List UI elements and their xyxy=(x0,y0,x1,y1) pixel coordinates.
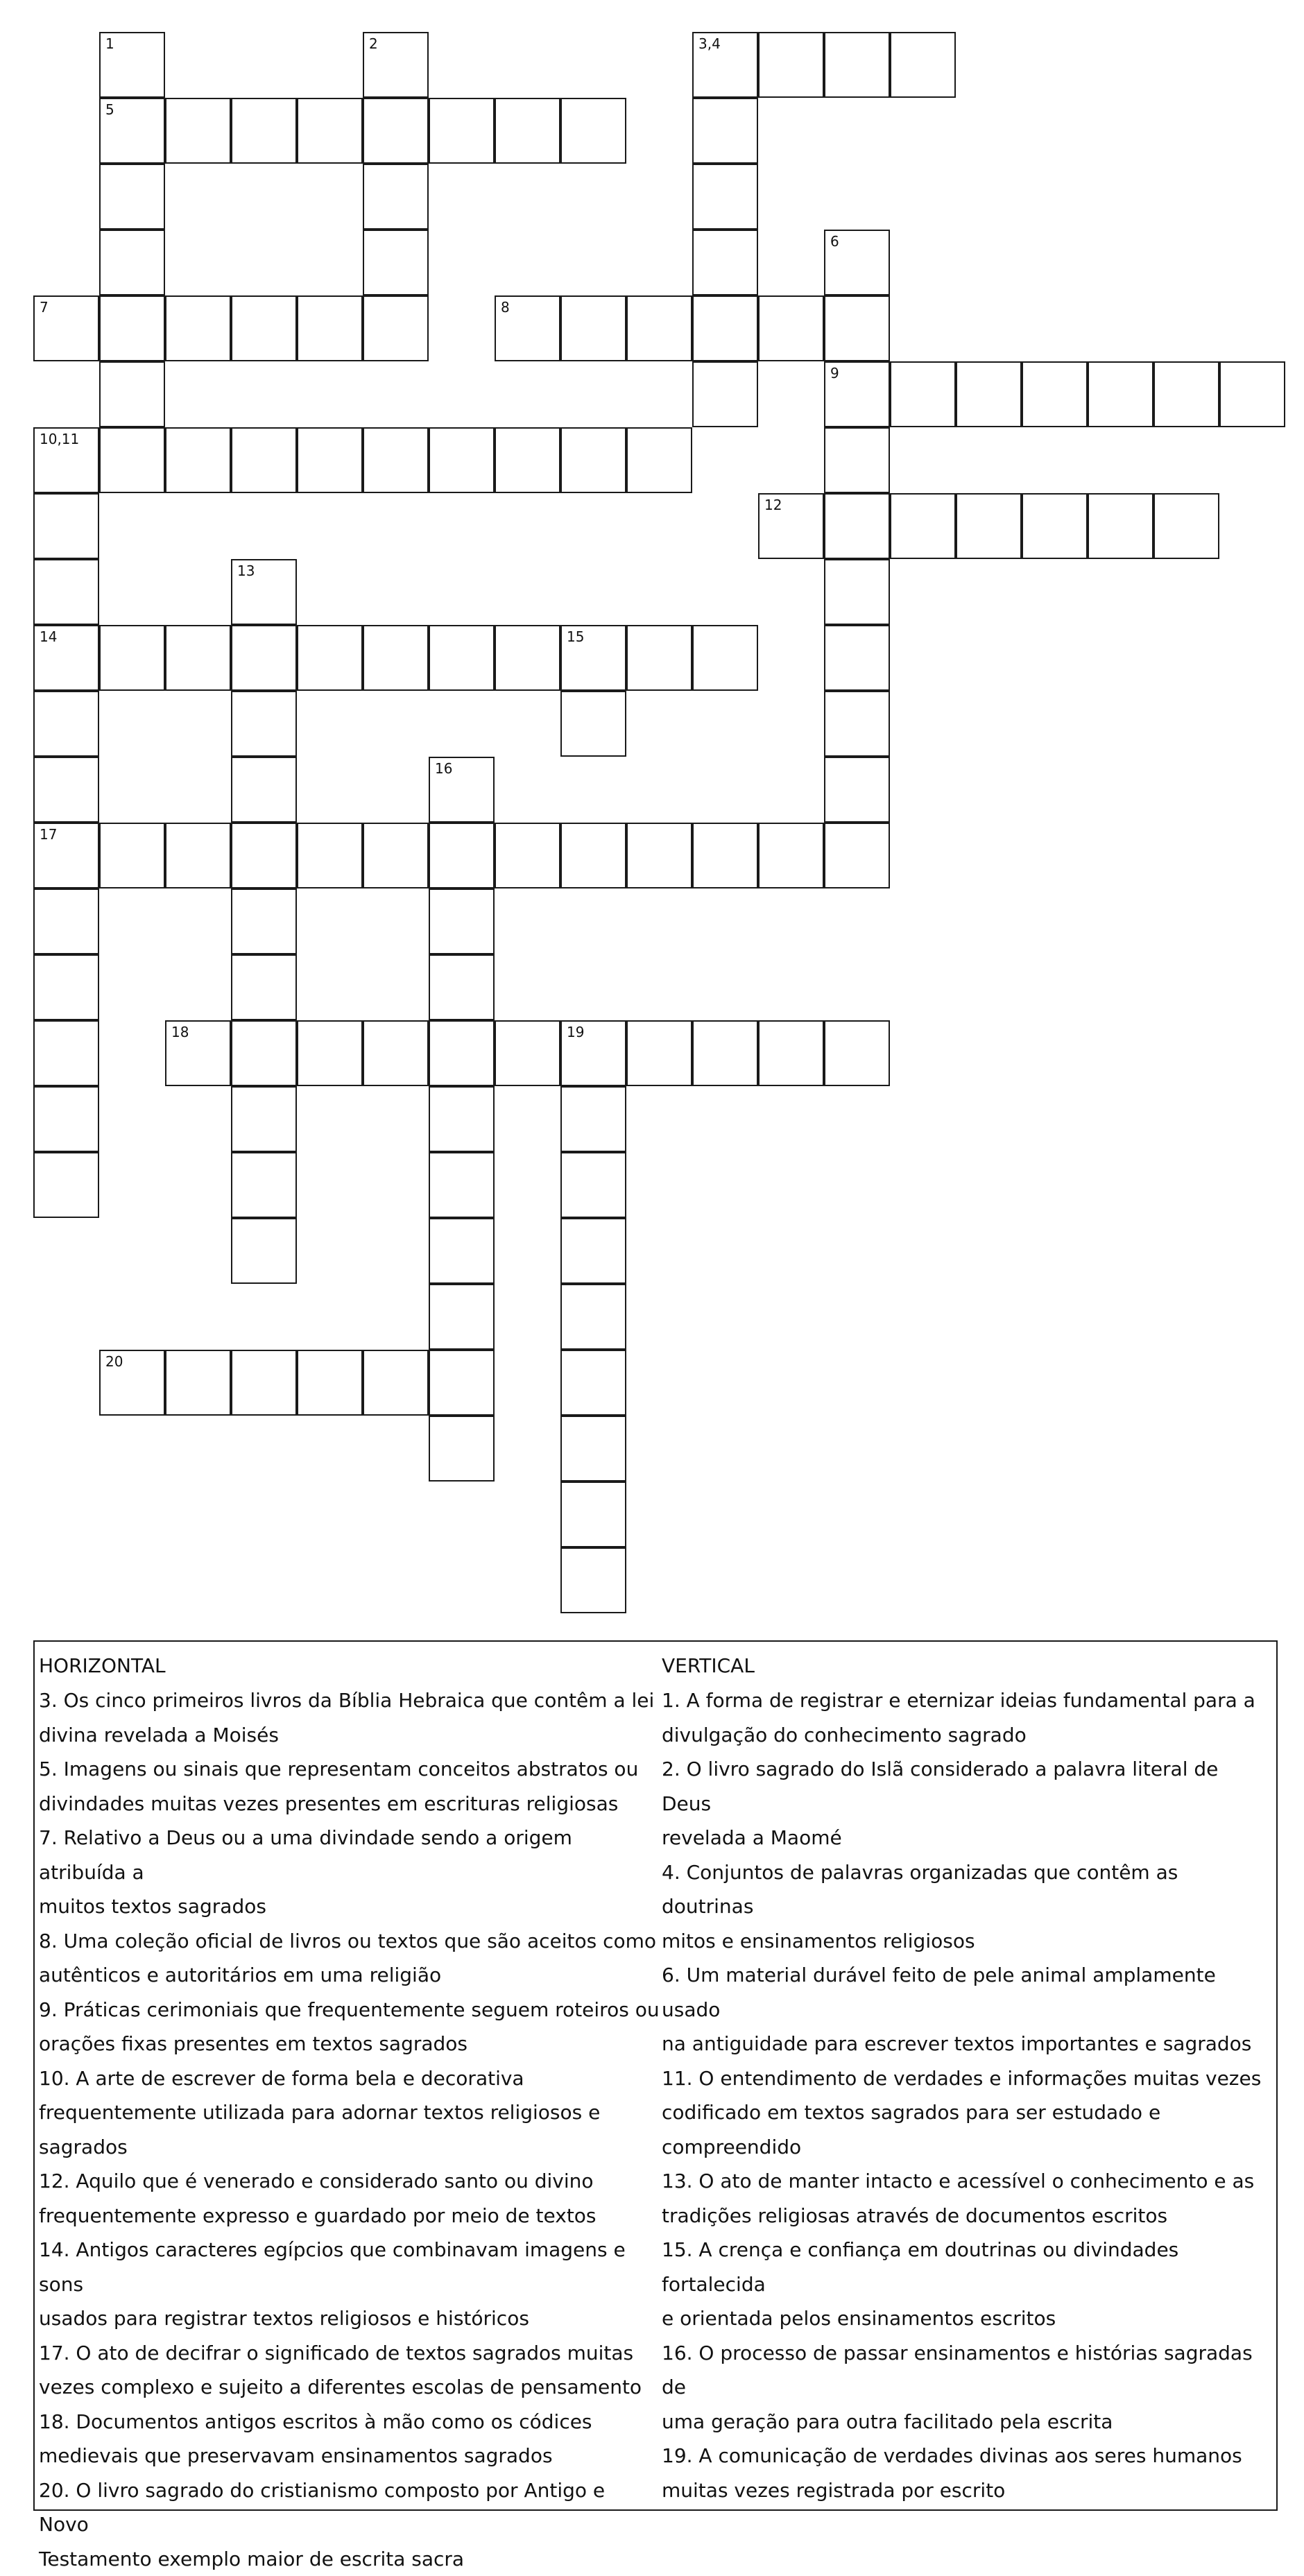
vertical-clue-list xyxy=(662,1683,1272,2507)
grid-cell[interactable] xyxy=(33,1086,99,1152)
grid-cell[interactable] xyxy=(363,98,429,164)
grid-cell[interactable] xyxy=(429,1350,495,1416)
horizontal-clue-line: usados para registrar textos religiosos e históricos xyxy=(39,2301,660,2336)
grid-cell[interactable] xyxy=(824,757,890,823)
clue-number: 10,11 xyxy=(40,432,79,446)
clue-number: 6 xyxy=(830,234,839,248)
vertical-clue-line: 19. A comunicação de verdades divinas aos seres humanos xyxy=(662,2439,1272,2473)
grid-cell[interactable] xyxy=(560,1350,626,1416)
grid-cell[interactable] xyxy=(626,1020,692,1086)
grid-cell[interactable] xyxy=(33,493,99,559)
grid-cell[interactable] xyxy=(297,98,363,164)
grid-cell[interactable] xyxy=(99,164,165,230)
clue-number: 16 xyxy=(435,762,452,775)
vertical-clue-line: 11. O entendimento de verdades e informações muitas vezes xyxy=(662,2061,1272,2096)
grid-cell[interactable] xyxy=(429,1020,495,1086)
horizontal-clue-line: 3. Os cinco primeiros livros da Bíblia Hebraica que contêm a lei xyxy=(39,1683,660,1718)
clue-number: 18 xyxy=(171,1025,189,1039)
grid-cell[interactable] xyxy=(429,823,495,888)
grid-cell[interactable] xyxy=(560,427,626,493)
grid-cell[interactable] xyxy=(692,98,758,164)
grid-cell[interactable] xyxy=(692,32,758,98)
grid-cell[interactable] xyxy=(99,32,165,98)
grid-cell[interactable] xyxy=(429,954,495,1020)
grid-cell[interactable] xyxy=(297,1350,363,1416)
vertical-clue-line: 16. O processo de passar ensinamentos e histórias sagradas de xyxy=(662,2336,1272,2405)
grid-cell[interactable] xyxy=(363,823,429,888)
grid-cell[interactable] xyxy=(231,1020,297,1086)
grid-cell[interactable] xyxy=(560,1020,626,1086)
grid-cell[interactable] xyxy=(429,757,495,823)
grid-cell[interactable] xyxy=(692,361,758,427)
grid-cell[interactable] xyxy=(231,295,297,361)
grid-cell[interactable] xyxy=(99,427,165,493)
clue-number: 15 xyxy=(567,630,584,644)
grid-cell[interactable] xyxy=(692,295,758,361)
horizontal-clue-line: medievais que preservavam ensinamentos sagrados xyxy=(39,2439,660,2473)
grid-cell[interactable] xyxy=(495,295,560,361)
vertical-clue-line: na antiguidade para escrever textos importantes e sagrados xyxy=(662,2027,1272,2061)
grid-cell[interactable] xyxy=(1022,361,1088,427)
grid-cell[interactable] xyxy=(363,1350,429,1416)
vertical-clue-line: 2. O livro sagrado do Islã considerado a palavra literal de Deus xyxy=(662,1752,1272,1821)
grid-cell[interactable] xyxy=(33,1152,99,1218)
grid-cell[interactable] xyxy=(363,625,429,691)
horizontal-clue-line: Testamento exemplo maior de escrita sacra xyxy=(39,2542,660,2576)
grid-cell[interactable] xyxy=(99,295,165,361)
horizontal-clue-line: frequentemente expresso e guardado por meio de textos xyxy=(39,2199,660,2233)
vertical-clue-line: 4. Conjuntos de palavras organizadas que contêm as doutrinas xyxy=(662,1855,1272,1924)
vertical-clue-line: uma geração para outra facilitado pela escrita xyxy=(662,2405,1272,2439)
grid-cell[interactable] xyxy=(824,427,890,493)
grid-cell[interactable] xyxy=(429,1416,495,1482)
clue-number: 13 xyxy=(237,564,255,578)
vertical-clue-line: codificado em textos sagrados para ser estudado e xyxy=(662,2095,1272,2130)
grid-cell[interactable] xyxy=(231,954,297,1020)
clue-number: 1 xyxy=(105,37,114,51)
grid-cell[interactable] xyxy=(758,1020,824,1086)
grid-cell[interactable] xyxy=(429,1218,495,1284)
horizontal-clue-line: vezes complexo e sujeito a diferentes escolas de pensamento xyxy=(39,2370,660,2405)
grid-cell[interactable] xyxy=(33,559,99,625)
horizontal-clue-line: frequentemente utilizada para adornar textos religiosos e xyxy=(39,2095,660,2130)
grid-cell[interactable] xyxy=(758,295,824,361)
grid-cell[interactable] xyxy=(363,32,429,98)
horizontal-clues-column xyxy=(39,1649,660,2576)
grid-cell[interactable] xyxy=(626,295,692,361)
grid-cell[interactable] xyxy=(231,559,297,625)
grid-cell[interactable] xyxy=(231,888,297,954)
grid-cell[interactable] xyxy=(824,295,890,361)
grid-cell[interactable] xyxy=(363,295,429,361)
grid-cell[interactable] xyxy=(231,427,297,493)
grid-cell[interactable] xyxy=(33,888,99,954)
grid-cell[interactable] xyxy=(165,295,231,361)
grid-cell[interactable] xyxy=(956,493,1022,559)
grid-cell[interactable] xyxy=(824,230,890,295)
grid-cell[interactable] xyxy=(560,1482,626,1547)
grid-cell[interactable] xyxy=(297,625,363,691)
grid-cell[interactable] xyxy=(692,230,758,295)
grid-cell[interactable] xyxy=(824,691,890,757)
grid-cell[interactable] xyxy=(33,625,99,691)
grid-cell[interactable] xyxy=(297,1020,363,1086)
grid-cell[interactable] xyxy=(231,1152,297,1218)
grid-cell[interactable] xyxy=(1153,361,1219,427)
horizontal-clue-line: 7. Relativo a Deus ou a uma divindade sendo a origem atribuída a xyxy=(39,1821,660,1889)
grid-cell[interactable] xyxy=(890,361,956,427)
grid-cell[interactable] xyxy=(165,1350,231,1416)
horizontal-clue-line: autênticos e autoritários em uma religião xyxy=(39,1958,660,1993)
grid-cell[interactable] xyxy=(33,823,99,888)
grid-cell[interactable] xyxy=(99,230,165,295)
grid-cell[interactable] xyxy=(560,625,626,691)
clue-number: 7 xyxy=(40,300,49,314)
horizontal-clue-line: 10. A arte de escrever de forma bela e decorativa xyxy=(39,2061,660,2096)
grid-cell[interactable] xyxy=(758,32,824,98)
clue-number: 19 xyxy=(567,1025,584,1039)
clue-number: 3,4 xyxy=(698,37,721,51)
grid-cell[interactable] xyxy=(363,427,429,493)
horizontal-clues-title: HORIZONTAL xyxy=(39,1649,660,1683)
grid-cell[interactable] xyxy=(824,1020,890,1086)
grid-cell[interactable] xyxy=(33,427,99,493)
grid-cell[interactable] xyxy=(824,361,890,427)
grid-cell[interactable] xyxy=(758,823,824,888)
vertical-clue-line: e orientada pelos ensinamentos escritos xyxy=(662,2301,1272,2336)
horizontal-clue-list xyxy=(39,1683,660,2576)
grid-cell[interactable] xyxy=(429,427,495,493)
clue-number: 20 xyxy=(105,1355,123,1368)
grid-cell[interactable] xyxy=(1088,493,1153,559)
grid-cell[interactable] xyxy=(560,1284,626,1350)
grid-cell[interactable] xyxy=(890,32,956,98)
horizontal-clue-line: 17. O ato de decifrar o significado de textos sagrados muitas xyxy=(39,2336,660,2371)
horizontal-clue-line: 8. Uma coleção oficial de livros ou textos que são aceitos como xyxy=(39,1924,660,1959)
horizontal-clue-line: divina revelada a Moisés xyxy=(39,1718,660,1753)
grid-cell[interactable] xyxy=(824,559,890,625)
grid-cell[interactable] xyxy=(231,1350,297,1416)
clue-number: 5 xyxy=(105,103,114,117)
grid-cell[interactable] xyxy=(165,98,231,164)
grid-cell[interactable] xyxy=(231,98,297,164)
grid-cell[interactable] xyxy=(429,1152,495,1218)
grid-cell[interactable] xyxy=(231,1218,297,1284)
grid-cell[interactable] xyxy=(231,625,297,691)
grid-cell[interactable] xyxy=(99,823,165,888)
grid-cell[interactable] xyxy=(560,1218,626,1284)
grid-cell[interactable] xyxy=(692,1020,758,1086)
horizontal-clue-line: 5. Imagens ou sinais que representam conceitos abstratos ou xyxy=(39,1752,660,1787)
grid-cell[interactable] xyxy=(1088,361,1153,427)
grid-cell[interactable] xyxy=(824,493,890,559)
vertical-clue-line: 1. A forma de registrar e eternizar ideias fundamental para a xyxy=(662,1683,1272,1718)
grid-cell[interactable] xyxy=(429,888,495,954)
grid-cell[interactable] xyxy=(33,295,99,361)
grid-cell[interactable] xyxy=(429,98,495,164)
grid-cell[interactable] xyxy=(99,361,165,427)
grid-cell[interactable] xyxy=(429,1086,495,1152)
grid-cell[interactable] xyxy=(560,1416,626,1482)
vertical-clue-line: divulgação do conhecimento sagrado xyxy=(662,1718,1272,1753)
vertical-clue-line: 13. O ato de manter intacto e acessível o conhecimento e as xyxy=(662,2164,1272,2199)
grid-cell[interactable] xyxy=(495,625,560,691)
grid-cell[interactable] xyxy=(495,1020,560,1086)
grid-cell[interactable] xyxy=(560,1086,626,1152)
grid-cell[interactable] xyxy=(890,493,956,559)
clue-number: 8 xyxy=(501,300,510,314)
vertical-clue-line: muitas vezes registrada por escrito xyxy=(662,2473,1272,2508)
clue-number: 17 xyxy=(40,827,57,841)
clue-number: 12 xyxy=(764,498,782,512)
horizontal-clue-line: orações fixas presentes em textos sagrados xyxy=(39,2027,660,2061)
grid-cell[interactable] xyxy=(560,823,626,888)
horizontal-clue-line: muitos textos sagrados xyxy=(39,1889,660,1924)
grid-cell[interactable] xyxy=(560,1547,626,1613)
grid-cell[interactable] xyxy=(560,98,626,164)
grid-cell[interactable] xyxy=(495,98,560,164)
grid-cell[interactable] xyxy=(692,625,758,691)
grid-cell[interactable] xyxy=(231,1086,297,1152)
grid-cell[interactable] xyxy=(692,823,758,888)
grid-cell[interactable] xyxy=(495,427,560,493)
grid-cell[interactable] xyxy=(231,757,297,823)
vertical-clue-line: mitos e ensinamentos religiosos xyxy=(662,1924,1272,1959)
clue-number: 2 xyxy=(369,37,378,51)
vertical-clue-line: compreendido xyxy=(662,2130,1272,2165)
clue-number: 14 xyxy=(40,630,57,644)
grid-cell[interactable] xyxy=(33,954,99,1020)
grid-cell[interactable] xyxy=(560,1152,626,1218)
grid-cell[interactable] xyxy=(495,823,560,888)
grid-cell[interactable] xyxy=(165,625,231,691)
horizontal-clue-line: 20. O livro sagrado do cristianismo composto por Antigo e Novo xyxy=(39,2473,660,2542)
grid-cell[interactable] xyxy=(99,1350,165,1416)
vertical-clues-title: VERTICAL xyxy=(662,1649,1272,1683)
grid-cell[interactable] xyxy=(429,625,495,691)
grid-cell[interactable] xyxy=(1153,493,1219,559)
vertical-clue-line: revelada a Maomé xyxy=(662,1821,1272,1855)
grid-cell[interactable] xyxy=(33,691,99,757)
grid-cell[interactable] xyxy=(429,1284,495,1350)
grid-cell[interactable] xyxy=(1219,361,1285,427)
grid-cell[interactable] xyxy=(626,625,692,691)
horizontal-clue-line: sagrados xyxy=(39,2130,660,2165)
grid-cell[interactable] xyxy=(33,757,99,823)
horizontal-clue-line: divindades muitas vezes presentes em escrituras religiosas xyxy=(39,1787,660,1821)
grid-cell[interactable] xyxy=(231,823,297,888)
vertical-clues-column xyxy=(662,1649,1272,2507)
clues-box xyxy=(33,1640,1278,2511)
grid-cell[interactable] xyxy=(297,427,363,493)
grid-cell[interactable] xyxy=(956,361,1022,427)
grid-cell[interactable] xyxy=(363,164,429,230)
vertical-clue-line: 6. Um material durável feito de pele animal amplamente usado xyxy=(662,1958,1272,2027)
grid-cell[interactable] xyxy=(560,295,626,361)
grid-cell[interactable] xyxy=(692,164,758,230)
vertical-clue-line: 15. A crença e confiança em doutrinas ou divindades fortalecida xyxy=(662,2233,1272,2301)
grid-cell[interactable] xyxy=(363,1020,429,1086)
grid-cell[interactable] xyxy=(758,493,824,559)
grid-cell[interactable] xyxy=(99,98,165,164)
horizontal-clue-line: 18. Documentos antigos escritos à mão como os códices xyxy=(39,2405,660,2439)
grid-cell[interactable] xyxy=(626,427,692,493)
grid-cell[interactable] xyxy=(33,1020,99,1086)
clue-number: 9 xyxy=(830,366,839,380)
grid-cell[interactable] xyxy=(297,295,363,361)
grid-cell[interactable] xyxy=(231,691,297,757)
horizontal-clue-line: 12. Aquilo que é venerado e considerado santo ou divino xyxy=(39,2164,660,2199)
grid-cell[interactable] xyxy=(165,823,231,888)
horizontal-clue-line: 14. Antigos caracteres egípcios que combinavam imagens e sons xyxy=(39,2233,660,2301)
grid-cell[interactable] xyxy=(824,32,890,98)
grid-cell[interactable] xyxy=(363,230,429,295)
vertical-clue-line: tradições religiosas através de documentos escritos xyxy=(662,2199,1272,2233)
grid-cell[interactable] xyxy=(297,823,363,888)
grid-cell[interactable] xyxy=(560,691,626,757)
grid-cell[interactable] xyxy=(824,823,890,888)
grid-cell[interactable] xyxy=(165,427,231,493)
grid-cell[interactable] xyxy=(165,1020,231,1086)
grid-cell[interactable] xyxy=(626,823,692,888)
horizontal-clue-line: 9. Práticas cerimoniais que frequentemente seguem roteiros ou xyxy=(39,1993,660,2027)
grid-cell[interactable] xyxy=(1022,493,1088,559)
grid-cell[interactable] xyxy=(99,625,165,691)
grid-cell[interactable] xyxy=(824,625,890,691)
